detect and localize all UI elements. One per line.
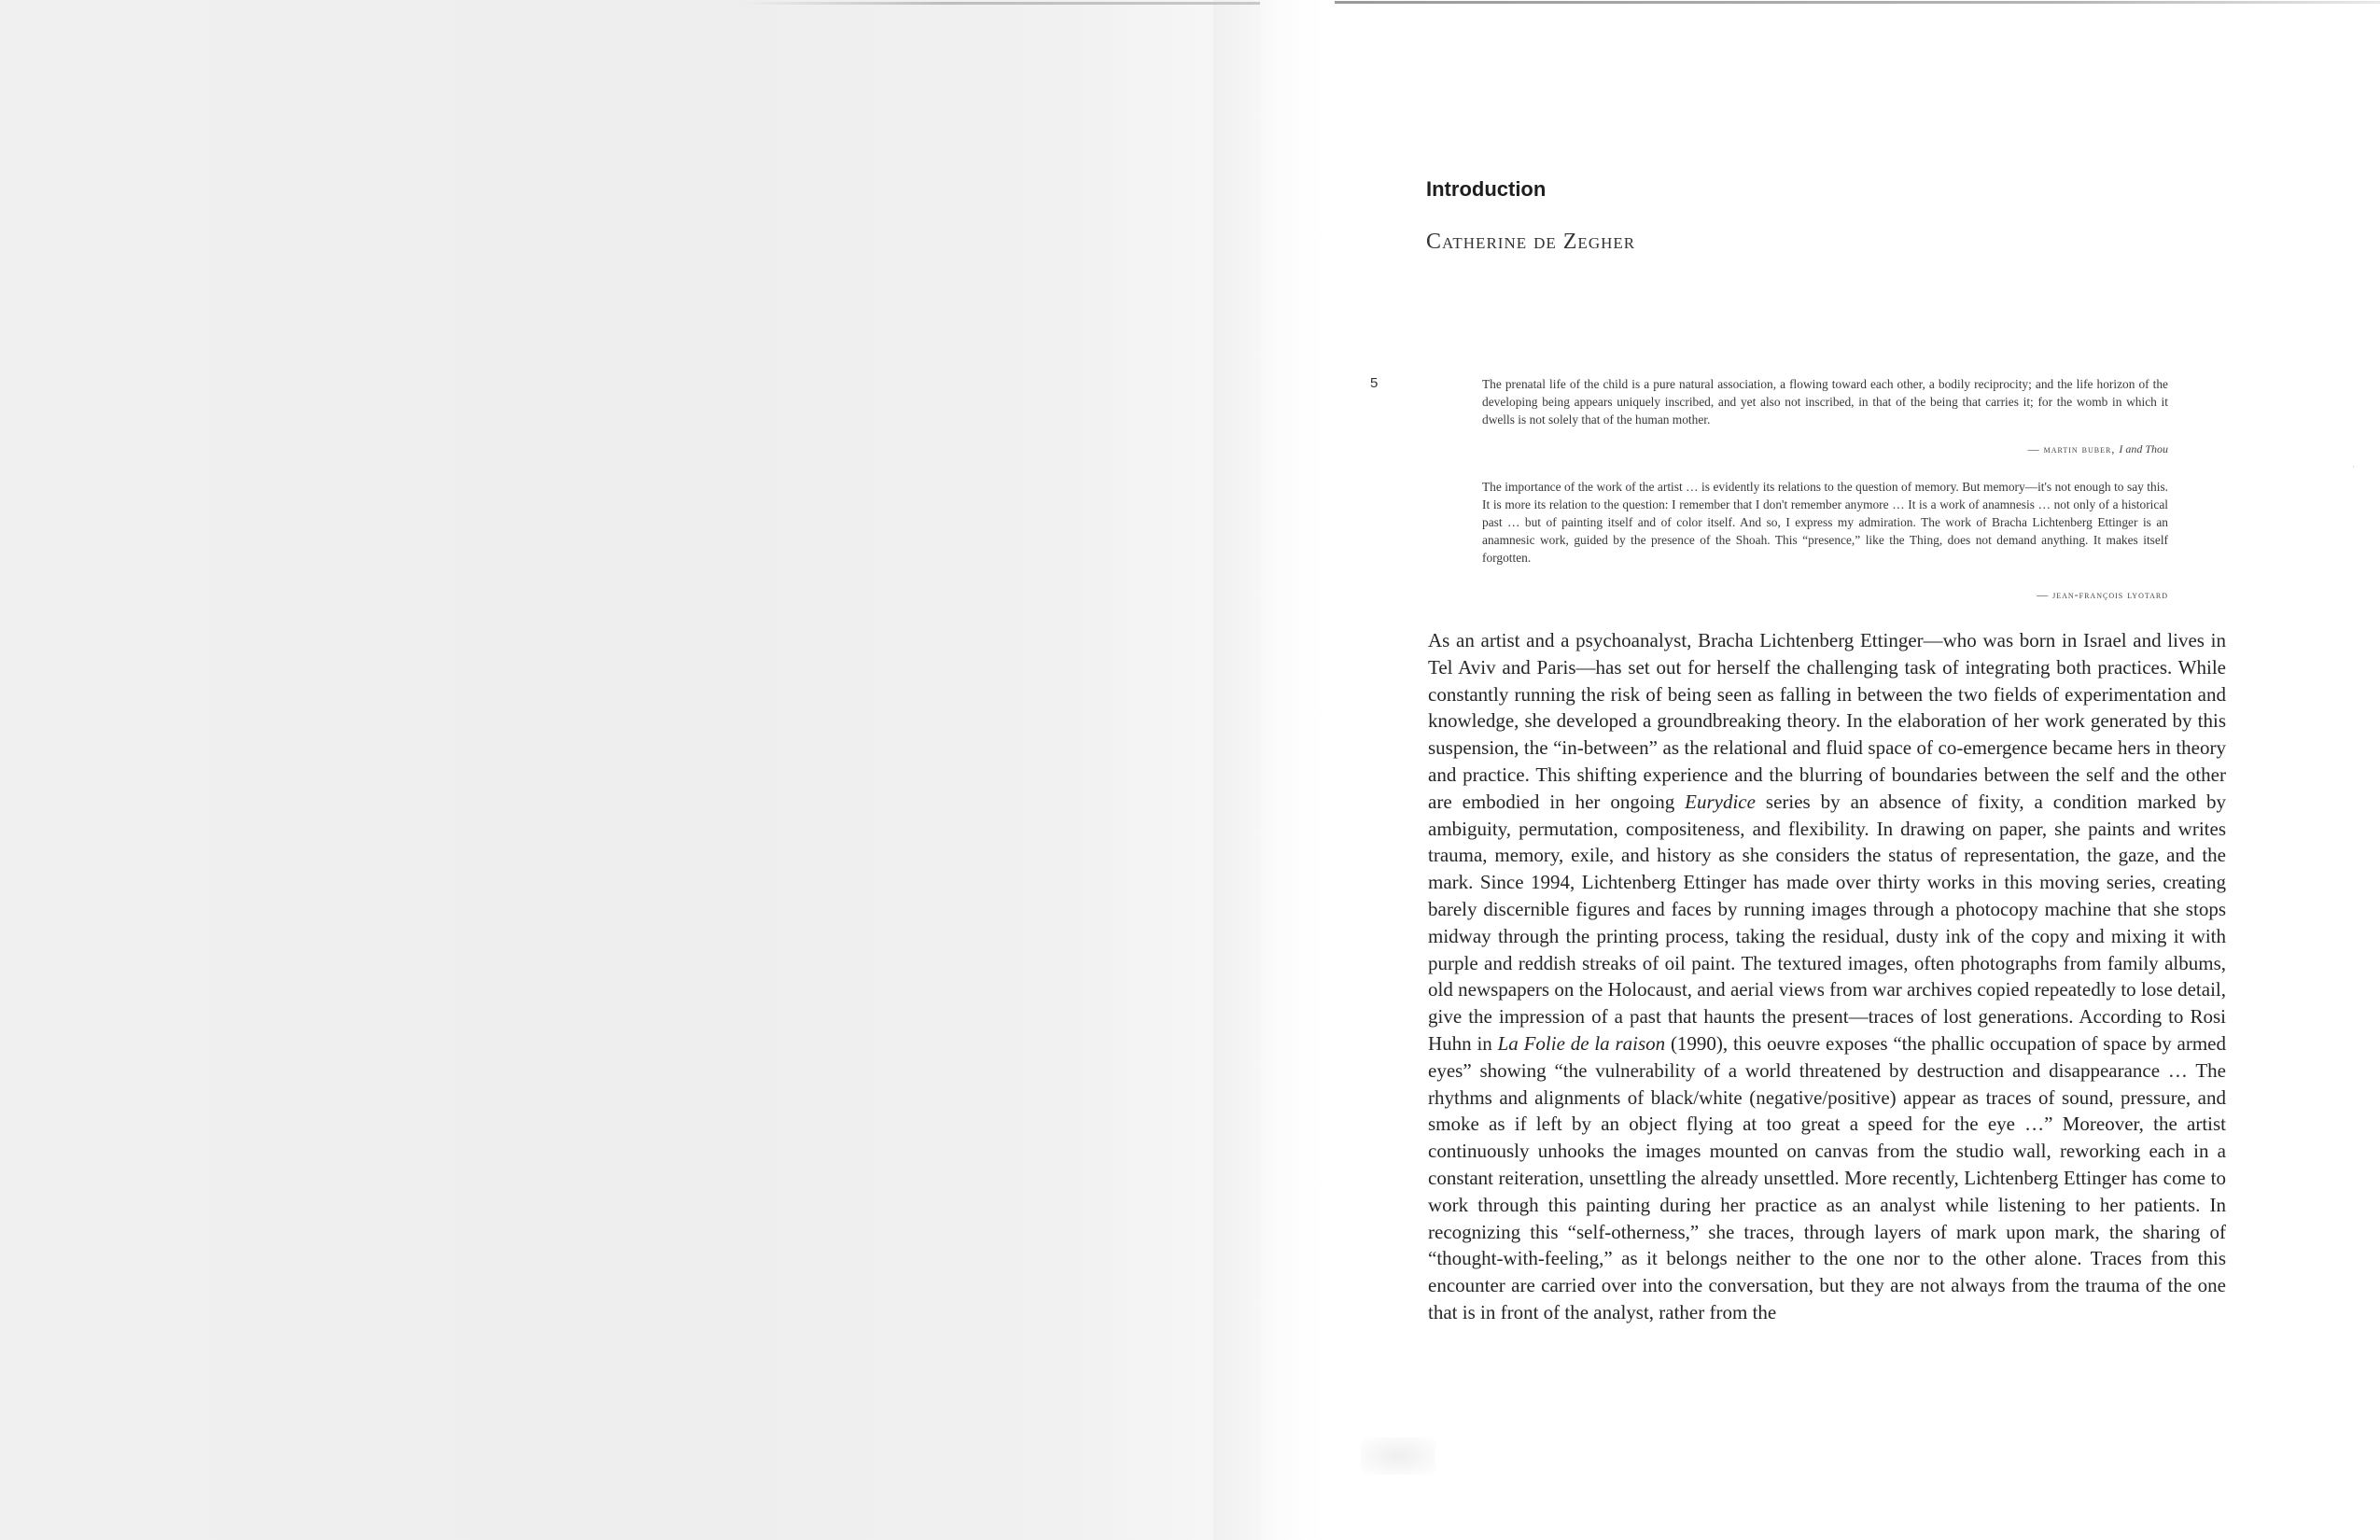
margin-line-number: 5	[1370, 375, 1379, 391]
gutter-shadow	[1213, 0, 1325, 1540]
epigraph-attribution-lyotard	[1482, 588, 2168, 602]
body-text-part: series by an absence of fixity, a condition marked by ambiguity, permutation, compositeness, and flexibility. In drawing on paper, she paints and writes trauma, memory, exile, and history as she considers the status of representation, the gaze, and the mark. Since 1994, Lichtenberg Ettinger has made over thirty works in this moving series, creating barely discernible figures and faces by running images through a photocopy machine that she stops midway through the printing process, taking the residual, dusty ink of the copy and mixing it with purple and reddish streaks of oil paint. The textured images, often photographs from family albums, old newspapers on the Holocaust, and aerial views from war archives copied repeatedly to lose detail, give the impression of a past that haunts the present—traces of lost generations. According to Rosi Huhn in	[1428, 790, 2226, 1055]
body-paragraph	[1428, 627, 2226, 1326]
italic-title-eurydice: Eurydice	[1685, 790, 1756, 813]
chapter-author: Catherine de Zegher	[1426, 230, 1636, 254]
body-text-part: (1990), this oeuvre exposes “the phallic occupation of space by armed eyes” showing “the vulnerability of a world threatened by destruction and disappearance … The rhythms and alignments of black/white (negative/positive) appear as traces of sound, pressure, and smoke as if left by an object flying at too great a speed for the eye …” Moreover, the artist continuously unhooks the images mounted on canvas from the studio wall, reworking each in a constant reiteration, unsettling the already unsettled. More recently, Lichtenberg Ettinger has come to work through this painting during her practice as an analyst while listening to her patients. In recognizing this “self-otherness,” she traces, through layers of mark upon mark, the sharing of “thought-with-feeling,” as it belongs neither to the one nor to the other alone. Traces from this encounter are carried over into the conversation, but they are not always from the trauma of the one that is in front of the analyst, rather from the	[1428, 1031, 2226, 1323]
body-text-part: As an artist and a psychoanalyst, Bracha Lichtenberg Ettinger—who was born in Israel and lives in Tel Aviv and Paris—has set out for herself the challenging task of integrating both practices. While constantly running the risk of being seen as falling in between the two fields of experimentation and knowledge, she developed a groundbreaking theory. In the elaboration of her work generated by this suspension, the “in-between” as the relational and fluid space of co-emergence became hers in theory and practice. This shifting experience and the blurring of boundaries between the self and the other are embodied in her ongoing	[1428, 629, 2226, 813]
italic-title-folie: La Folie de la raison	[1497, 1031, 1666, 1055]
attribution-name: — martin buber,	[2027, 442, 2120, 455]
epigraph-buber: The prenatal life of the child is a pure natural association, a flowing toward each other, a bodily reciprocity; and the life horizon of the developing being appears uniquely inscribed, and yet also not inscribed, in that of the being that carries it; for the womb in which it dwells is not solely that of the human mother.	[1482, 377, 2168, 427]
attribution-work: I and Thou	[2119, 442, 2168, 455]
chapter-title: Introduction	[1426, 177, 1547, 201]
scan-smudge	[1361, 1437, 1435, 1475]
epigraph-lyotard: The importance of the work of the artist … is evidently its relations to the question of memory. But memory—it's not enough to say this. It is more its relation to the question: I remember that I don't remember anymore … It is a work of anamnesis … not only of a historical past … but of painting itself and of color itself. And so, I express my admiration. The work of Bracha Lichtenberg Ettinger is an anamnesic work, guided by the presence of the Shoah. This “presence,” like the Thing, does not demand anything. It makes itself forgotten.	[1482, 480, 2168, 565]
page-edge-left	[737, 2, 1260, 5]
attribution-name: — jean-françois lyotard	[2037, 588, 2168, 601]
epigraph-attribution-buber	[1482, 442, 2168, 456]
margin-mark: ˙	[2352, 465, 2355, 473]
